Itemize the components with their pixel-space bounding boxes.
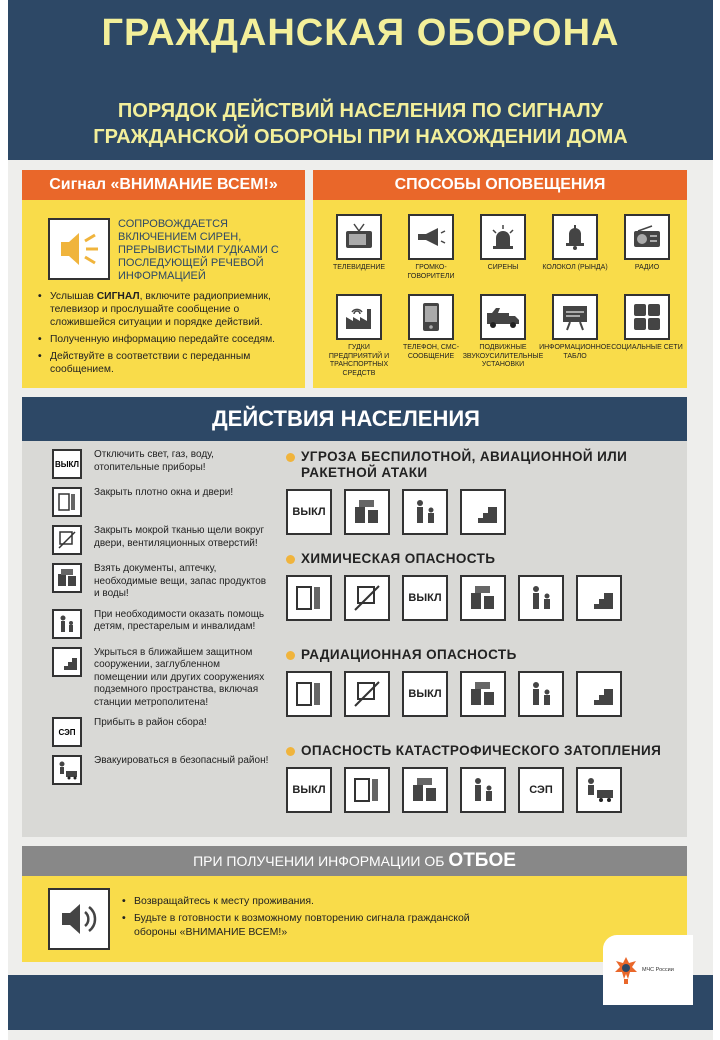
seal-ventilation-icon (344, 671, 390, 717)
speaker-icon (48, 888, 110, 950)
subtitle-line-1: ПОРЯДОК ДЕЙСТВИЙ НАСЕЛЕНИЯ ПО СИГНАЛУ (117, 100, 604, 122)
method-tv: ТЕЛЕВИДЕНИЕ (323, 214, 395, 290)
shelter-icon (576, 671, 622, 717)
actions-section (22, 397, 687, 837)
bullet-dot (286, 747, 295, 756)
tv-icon (336, 214, 382, 260)
methods-title: СПОСОБЫ ОПОВЕЩЕНИЯ (313, 170, 687, 200)
methods-grid (323, 214, 683, 377)
supplies-icon (460, 671, 506, 717)
all-clear-instruction-2: • Будьте в готовности к возможному повторению сигнала гражданской обороны «ВНИМАНИЕ ВСЕМ!» (122, 911, 482, 939)
signal-instruction-3: • Действуйте в соответствии с переданным сообщением. (38, 350, 300, 376)
signal-description: СОПРОВОЖДАЕТСЯ ВКЛЮЧЕНИЕМ СИРЕН, ПРЕРЫВИСТЫМИ ГУДКАМИ С ПОСЛЕДУЮЩЕЙ РЕЧЕВОЙ ИНФОРМАЦИЕЙ (118, 218, 279, 282)
threat-title: УГРОЗА БЕСПИЛОТНОЙ, АВИАЦИОННОЙ ИЛИ РАКЕТНОЙ АТАКИ (301, 449, 628, 480)
threat-chemical (286, 551, 634, 621)
loudspeaker-icon (408, 214, 454, 260)
help-others-icon (460, 767, 506, 813)
evacuate-icon (576, 767, 622, 813)
power-off-icon: ВЫКЛ (286, 489, 332, 535)
main-title: ГРАЖДАНСКАЯ ОБОРОНА (101, 12, 620, 54)
action-item: Закрыть мокрой тканью щели вокруг двери, вентиляционных отверстий! (52, 525, 272, 555)
evacuate-icon (52, 755, 82, 785)
supplies-icon (52, 563, 82, 593)
action-item: Эвакуироваться в безопасный район! (52, 755, 272, 785)
method-horns: ГУДКИ ПРЕДПРИЯТИЙ И ТРАНСПОРТНЫХ СРЕДСТВ (323, 294, 395, 370)
method-mobile-units: ПОДВИЖНЫЕ ЗВУКОУСИЛИТЕЛЬНЫЕ УСТАНОВКИ (467, 294, 539, 370)
threat-title: ОПАСНОСТЬ КАТАСТРОФИЧЕСКОГО ЗАТОПЛЕНИЯ (301, 743, 662, 758)
shelter-icon (460, 489, 506, 535)
signal-title: Сигнал «ВНИМАНИЕ ВСЕМ!» (22, 170, 305, 200)
emblem-icon (613, 955, 639, 985)
method-info-board: ИНФОРМАЦИОННОЕ ТАБЛО (539, 294, 611, 370)
method-social: СОЦИАЛЬНЫЕ СЕТИ (611, 294, 683, 370)
action-item: Закрыть плотно окна и двери! (52, 487, 272, 517)
speaker-icon (48, 218, 110, 280)
threat-icons (286, 489, 631, 535)
help-others-icon (402, 489, 448, 535)
threat-radiation (286, 647, 634, 717)
subtitle (8, 98, 713, 150)
method-bell: КОЛОКОЛ (РЫНДА) (539, 214, 611, 290)
help-others-icon (518, 671, 564, 717)
signal-instructions (38, 290, 300, 380)
threat-icons (286, 575, 634, 621)
threat-attack (286, 449, 631, 535)
all-clear-title: ПРИ ПОЛУЧЕНИИ ИНФОРМАЦИИ ОБ ОТБОЕ (22, 846, 687, 876)
threat-icons (286, 671, 634, 717)
threat-icons (286, 767, 661, 813)
signal-instruction-1: • Услышав СИГНАЛ, включите радиоприемник, телевизор и прослушайте сообщение о сложившейся ситуации и порядке действий. (38, 290, 300, 329)
shelter-icon (576, 575, 622, 621)
action-item: Укрыться в ближайшем защитном сооружении, заглубленном помещении или других сооружениях подземного пространства, включая станции метрополитена! (52, 647, 272, 710)
seal-ventilation-icon (52, 525, 82, 555)
power-off-icon: ВЫКЛ (402, 575, 448, 621)
action-item: При необходимости оказать помощь детям, престарелым и инвалидам! (52, 609, 272, 639)
threat-title: РАДИАЦИОННАЯ ОПАСНОСТЬ (301, 647, 517, 662)
actions-title: ДЕЙСТВИЯ НАСЕЛЕНИЯ (22, 397, 687, 441)
assembly-point-icon: СЭП (52, 717, 82, 747)
method-loudspeakers: ГРОМКО-ГОВОРИТЕЛИ (395, 214, 467, 290)
close-windows-icon (344, 767, 390, 813)
phone-icon (408, 294, 454, 340)
bullet-dot (286, 555, 295, 564)
bell-icon (552, 214, 598, 260)
all-clear-section (22, 846, 687, 962)
info-board-icon (552, 294, 598, 340)
radio-icon (624, 214, 670, 260)
signal-panel (22, 170, 305, 388)
assembly-point-icon: СЭП (518, 767, 564, 813)
action-item: ВЫКЛ Отключить свет, газ, воду, отопительные приборы! (52, 449, 272, 479)
close-windows-icon (286, 575, 332, 621)
all-clear-instruction-1: • Возвращайтесь к месту проживания. (122, 894, 482, 908)
supplies-icon (460, 575, 506, 621)
siren-icon (480, 214, 526, 260)
threat-flood (286, 743, 661, 813)
method-radio: РАДИО (611, 214, 683, 290)
supplies-icon (344, 489, 390, 535)
action-item: Взять документы, аптечку, необходимые вещи, запас продуктов и воды! (52, 563, 272, 601)
power-off-icon: ВЫКЛ (286, 767, 332, 813)
close-windows-icon (286, 671, 332, 717)
header (8, 0, 713, 160)
social-networks-icon (624, 294, 670, 340)
mchs-logo (603, 935, 693, 1005)
supplies-icon (402, 767, 448, 813)
method-sirens: СИРЕНЫ (467, 214, 539, 290)
bullet-dot (286, 453, 295, 462)
signal-instruction-2: • Полученную информацию передайте соседям. (38, 333, 300, 346)
methods-panel (313, 170, 687, 388)
bullet-dot (286, 651, 295, 660)
close-windows-icon (52, 487, 82, 517)
help-others-icon (518, 575, 564, 621)
threat-title: ХИМИЧЕСКАЯ ОПАСНОСТЬ (301, 551, 496, 566)
power-off-icon: ВЫКЛ (52, 449, 82, 479)
all-clear-instructions (122, 894, 482, 942)
shelter-icon (52, 647, 82, 677)
method-phone: ТЕЛЕФОН, СМС-СООБЩЕНИЕ (395, 294, 467, 370)
poster (8, 0, 713, 1040)
action-item: СЭП Прибыть в район сбора! (52, 717, 272, 747)
factory-horn-icon (336, 294, 382, 340)
help-others-icon (52, 609, 82, 639)
power-off-icon: ВЫКЛ (402, 671, 448, 717)
seal-ventilation-icon (344, 575, 390, 621)
mchs-label: МЧС России (642, 967, 674, 973)
loudspeaker-van-icon (480, 294, 526, 340)
actions-list (52, 449, 272, 793)
subtitle-line-2: ГРАЖДАНСКОЙ ОБОРОНЫ ПРИ НАХОЖДЕНИИ ДОМА (93, 126, 628, 148)
